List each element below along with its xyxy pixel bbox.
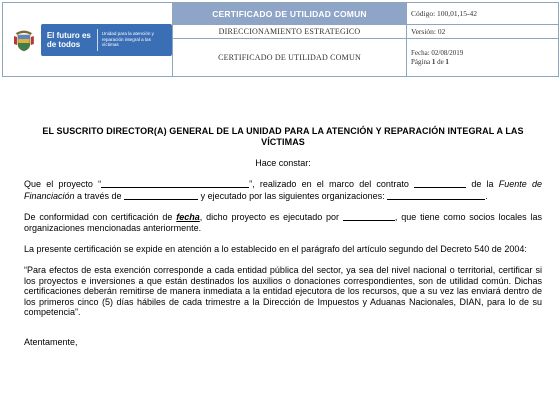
document-code: Código: 100,01,15-42 — [407, 3, 559, 25]
intro-text: Hace constar: — [255, 158, 311, 168]
paragraph-project: Que el proyecto “ ”, realizado en el marco del contrato de la Fuente de Financiación a través de y ejecutado por las siguientes organizaciones: . — [24, 179, 542, 201]
brand-main-text: El futuro es de todos — [46, 30, 91, 49]
document-body — [24, 126, 542, 348]
closing-text: Atentamente, — [24, 337, 78, 348]
brand-sub-text: Unidad para la atención y reparación integral a las víctimas — [101, 31, 154, 48]
document-header — [2, 2, 559, 77]
date-page-cell — [407, 39, 559, 77]
brand-banner — [41, 24, 172, 56]
brand-divider — [97, 29, 98, 51]
organizations-blank — [387, 191, 485, 200]
paragraph-executor: De conformidad con certificación de fecha, dicho proyecto es ejecutado por , que tiene como socios locales las organizaciones mencionadas anteriormente. — [24, 212, 542, 233]
certificate-heading: EL SUSCRITO DIRECTOR(A) GENERAL DE LA UNIDAD PARA LA ATENCIÓN Y REPARACIÓN INTEGRAL A LAS VÍCTIMAS — [42, 126, 524, 147]
fecha-label: fecha — [176, 212, 200, 223]
intermediary-blank — [124, 191, 198, 200]
document-title: CERTIFICADO DE UTILIDAD COMUN — [173, 3, 407, 25]
logo-cell — [3, 3, 173, 77]
coat-of-arms-icon — [13, 27, 35, 53]
document-version: Versión: 02 — [407, 25, 559, 39]
paragraph-quote: “Para efectos de esta exención corresponde a cada entidad pública del sector, ya sea del nivel nacional o territorial, certificar si los proyectos e inversiones a que están destinados los auxilios o donaciones correspondientes, son de utilidad común. Dichas certificaciones deberán remitirse de manera inmediata a la entidad ejecutora de los recursos, que a su vez las enviará dentro de los primeros cinco (5) días hábiles de cada trimestre a la Dirección de Impuestos y Aduanas Nacionales, DIAN, para lo de su competencia”. — [24, 265, 542, 318]
paragraph-decree: La presente certificación se expide en atención a lo establecido en el parágrafo del artículo segundo del Decreto 540 de 2004: — [24, 244, 527, 255]
executor-blank — [343, 212, 395, 221]
project-name-blank — [101, 179, 249, 188]
page-number: Página 1 de 1 — [411, 57, 449, 66]
document-date: Fecha: 02/08/2019 — [411, 48, 464, 57]
contract-blank — [414, 179, 466, 188]
department-name: DIRECCIONAMIENTO ESTRATEGICO — [173, 25, 407, 39]
document-subtitle: CERTIFICADO DE UTILIDAD COMUN — [173, 39, 407, 77]
